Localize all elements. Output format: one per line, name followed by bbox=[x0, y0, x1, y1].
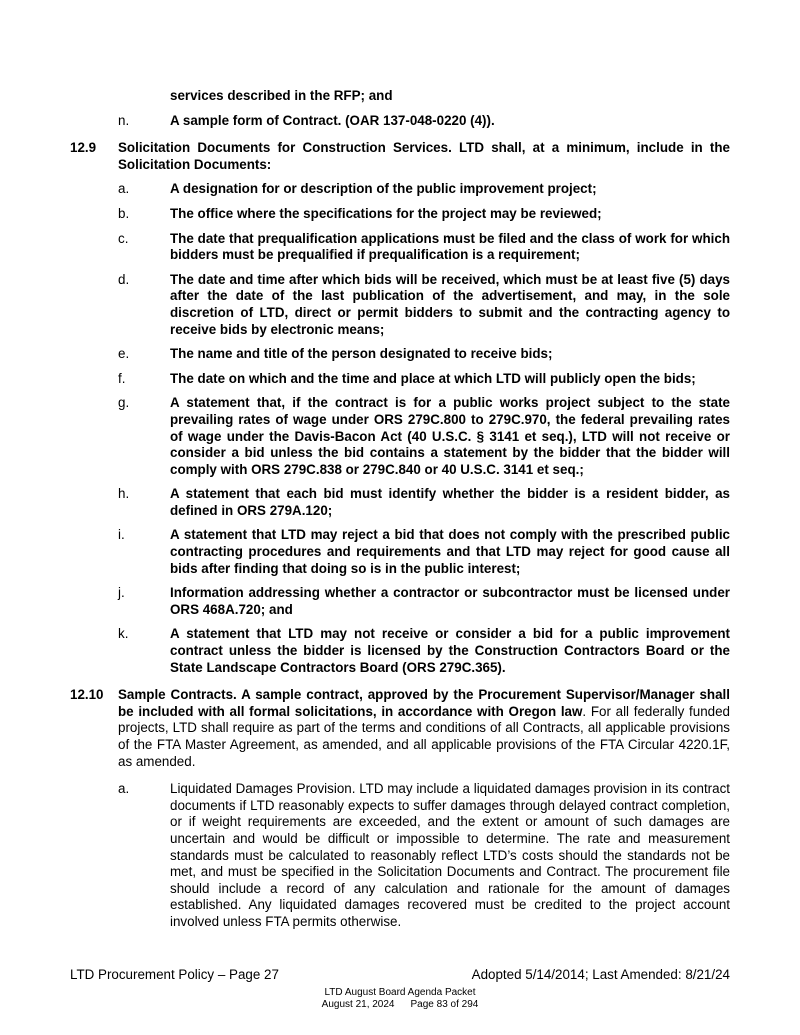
item-label: b. bbox=[118, 205, 130, 221]
item-text: A designation for or description of the public improvement project; bbox=[170, 181, 597, 197]
item-label: i. bbox=[118, 527, 125, 543]
item-label: c. bbox=[118, 230, 129, 246]
section-heading bbox=[70, 687, 730, 770]
footer-left: LTD Procurement Policy – Page 27 bbox=[70, 967, 279, 982]
item-label: j. bbox=[118, 585, 125, 601]
item-text: A statement that, if the contract is for a public works project subject to the state prevailing rates of wage under ORS 279C.800 to 279C.970, the federal prevailing rates of wage under the Davis-Bacon Act (40 U.S.C. § 3141 et seq.), LTD will not receive or consider a bid unless the bid contains a statement by the bidder that the bidder will comply with ORS 279C.838 or 279C.840 or 40 U.S.C. 3141 et seq.; bbox=[170, 395, 730, 477]
page-footer bbox=[70, 967, 730, 983]
list-item bbox=[70, 371, 730, 388]
document-content bbox=[70, 88, 730, 939]
item-text: Liquidated Damages Provision. LTD may include a liquidated damages provision in its contract documents if LTD reasonably expects to suffer damages through delayed contract completion, or if weight requirements are exceeded, and the extent or amount of such damages are uncertain and would be difficult or impossible to determine. The rate and measurement standards must be calculated to reasonably reflect LTD’s costs should the standards not be met, and must be specified in the Solicitation Documents and Contract. The procurement file should include a record of any calculation and rationale for the amount of damages established. Any liquidated damages recovered must be credited to the project account involved unless FTA permits otherwise. bbox=[170, 781, 730, 929]
item-label: a. bbox=[118, 181, 130, 197]
item-text: A statement that LTD may not receive or consider a bid for a public improvement contract unless the bidder is licensed by the Construction Contractors Board or the State Landscape Contractors Board (ORS 279C.365). bbox=[170, 626, 730, 675]
list-item bbox=[70, 346, 730, 363]
item-text: The date and time after which bids will be received, which must be at least five (5) days after the date of the last publication of the advertisement, and may, in the sole discretion of LTD, direct or permit bidders to submit and the contracting agency to receive bids by electronic means; bbox=[170, 271, 730, 337]
item-label: n. bbox=[118, 112, 130, 128]
item-label: k. bbox=[118, 626, 129, 642]
item-label: f. bbox=[118, 370, 126, 386]
item-text: Information addressing whether a contractor or subcontractor must be licensed under ORS 468A.720; and bbox=[170, 585, 730, 617]
item-text: The name and title of the person designated to receive bids; bbox=[170, 346, 553, 362]
list-item bbox=[70, 395, 730, 478]
list-item bbox=[70, 626, 730, 676]
list-item bbox=[70, 486, 730, 519]
item-text: A sample form of Contract. (OAR 137-048-0220 (4)). bbox=[170, 112, 495, 128]
packet-line2 bbox=[322, 999, 479, 1011]
list-item bbox=[70, 781, 730, 930]
item-text: A statement that each bid must identify whether the bidder is a resident bidder, as defined in ORS 279A.120; bbox=[170, 486, 730, 518]
item-label: e. bbox=[118, 346, 130, 362]
paragraph-continuation bbox=[70, 88, 730, 105]
packet-date: August 21, 2024 bbox=[321, 998, 395, 1010]
list-item bbox=[70, 272, 730, 338]
item-text: The office where the specifications for the project may be reviewed; bbox=[170, 205, 602, 221]
item-label: g. bbox=[118, 395, 130, 411]
section-heading bbox=[70, 140, 730, 173]
item-text: The date that prequalification applications must be filed and the class of work for which bidders must be prequalified if prequalification is a requirement; bbox=[170, 230, 730, 263]
section-number: 12.9 bbox=[70, 140, 97, 156]
section-heading-bold: Sample Contracts. A sample contract, approved by the Procurement Supervisor/Manager shall be included with all formal solicitations, in accordance with Oregon law bbox=[118, 687, 730, 719]
item-text: The date on which and the time and place at which LTD will publicly open the bids; bbox=[170, 370, 696, 386]
packet-footer bbox=[0, 987, 800, 1010]
list-item bbox=[70, 181, 730, 198]
footer-right: Adopted 5/14/2014; Last Amended: 8/21/24 bbox=[471, 967, 730, 982]
packet-page: Page 83 of 294 bbox=[410, 998, 479, 1010]
packet-title: LTD August Board Agenda Packet bbox=[324, 987, 476, 998]
item-label: a. bbox=[118, 781, 130, 797]
section-heading-text: Solicitation Documents for Construction Services. LTD shall, at a minimum, include in the Solicitation Documents: bbox=[118, 140, 730, 172]
list-item bbox=[70, 113, 730, 130]
list-item bbox=[70, 585, 730, 618]
continuation-text: services described in the RFP; and bbox=[170, 88, 393, 103]
list-item bbox=[70, 206, 730, 223]
list-item bbox=[70, 231, 730, 264]
list-item bbox=[70, 527, 730, 577]
section-heading-text bbox=[118, 687, 730, 770]
section-number: 12.10 bbox=[70, 687, 104, 703]
item-label: d. bbox=[118, 271, 130, 287]
item-text: A statement that LTD may reject a bid that does not comply with the prescribed public contracting procedures and requirements and that LTD may reject for good cause all bids after finding that doing so is in the public interest; bbox=[170, 527, 730, 576]
item-label: h. bbox=[118, 486, 130, 502]
section-heading-regular: . For all federally funded projects, LTD shall require as part of the terms and conditions of all Contracts, all applicable provisions of the FTA Master Agreement, as amended, and all applicable provisions of the FTA Circular 4220.1F, as amended. bbox=[118, 703, 730, 769]
